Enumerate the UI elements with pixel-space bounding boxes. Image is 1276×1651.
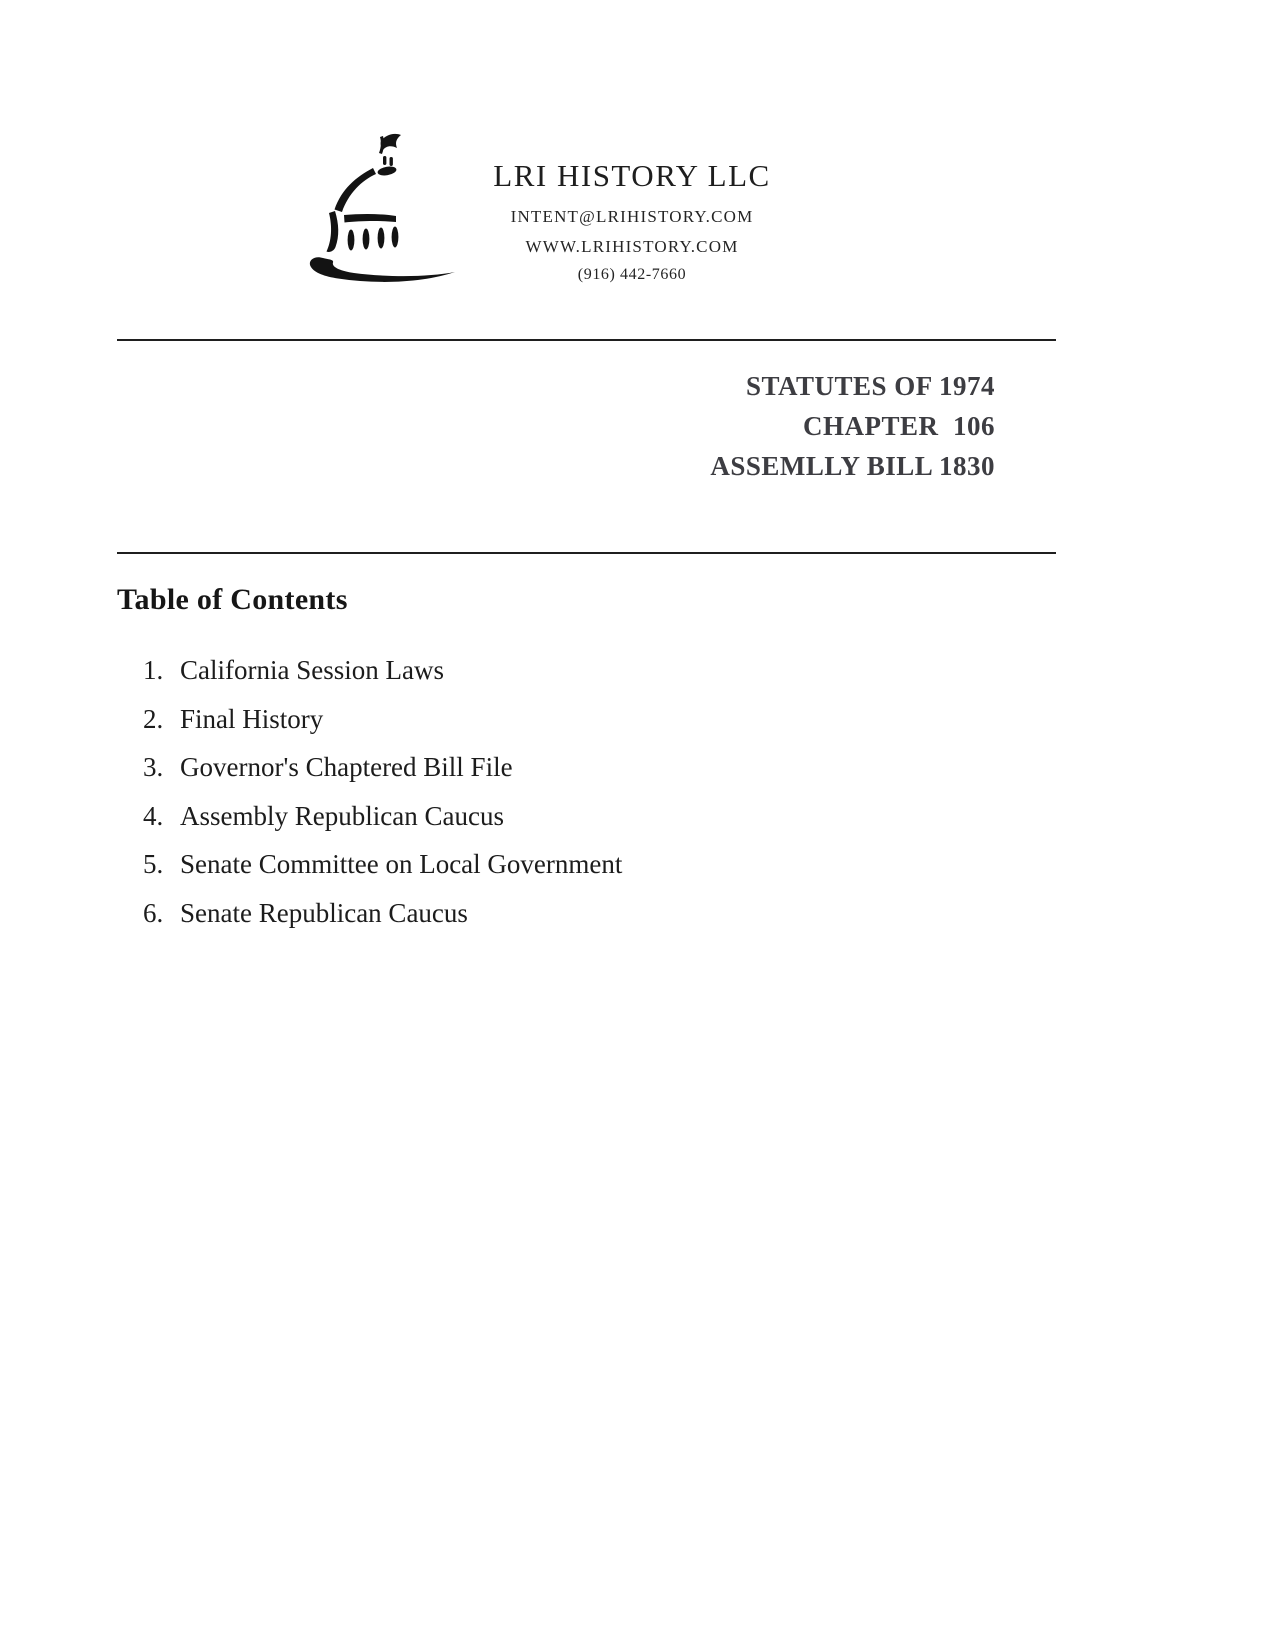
toc-item-number: 5. xyxy=(143,849,164,879)
company-email: INTENT@LRIHISTORY.COM xyxy=(510,207,754,226)
chapter-line: CHAPTER 106 xyxy=(802,411,995,441)
toc-item-label: California Session Laws xyxy=(180,655,444,685)
toc-item xyxy=(143,655,622,683)
horizontal-rule-bottom xyxy=(117,552,1056,554)
toc-item-label: Senate Republican Caucus xyxy=(180,897,468,928)
toc-heading: Table of Contents xyxy=(117,583,348,616)
company-phone: (916) 442-7660 xyxy=(577,266,687,283)
horizontal-rule-top xyxy=(117,339,1056,341)
toc-item xyxy=(143,801,622,829)
toc-item-label: Assembly Republican Caucus xyxy=(180,800,504,831)
toc-item-number: 2. xyxy=(143,703,164,734)
toc-item-label: Governor's Chaptered Bill File xyxy=(180,752,513,782)
toc-item xyxy=(143,898,622,926)
toc-item xyxy=(143,704,622,732)
toc-list xyxy=(143,655,622,946)
company-website: WWW.LRIHISTORY.COM xyxy=(525,237,739,256)
toc-item xyxy=(143,752,622,780)
toc-item-number: 4. xyxy=(143,800,164,831)
company-name: LRI HISTORY LLC xyxy=(493,158,771,193)
toc-item-label: Senate Committee on Local Government xyxy=(180,849,623,879)
toc-item-label: Final History xyxy=(180,703,324,734)
toc-item-number: 1. xyxy=(143,655,164,685)
statute-title-block xyxy=(710,366,995,486)
toc-item-number: 3. xyxy=(143,752,164,782)
toc-item xyxy=(143,849,622,877)
bill-line: ASSEMLLY BILL 1830 xyxy=(710,451,995,481)
toc-item-number: 6. xyxy=(143,897,164,928)
statutes-line: STATUTES OF 1974 xyxy=(745,371,995,401)
